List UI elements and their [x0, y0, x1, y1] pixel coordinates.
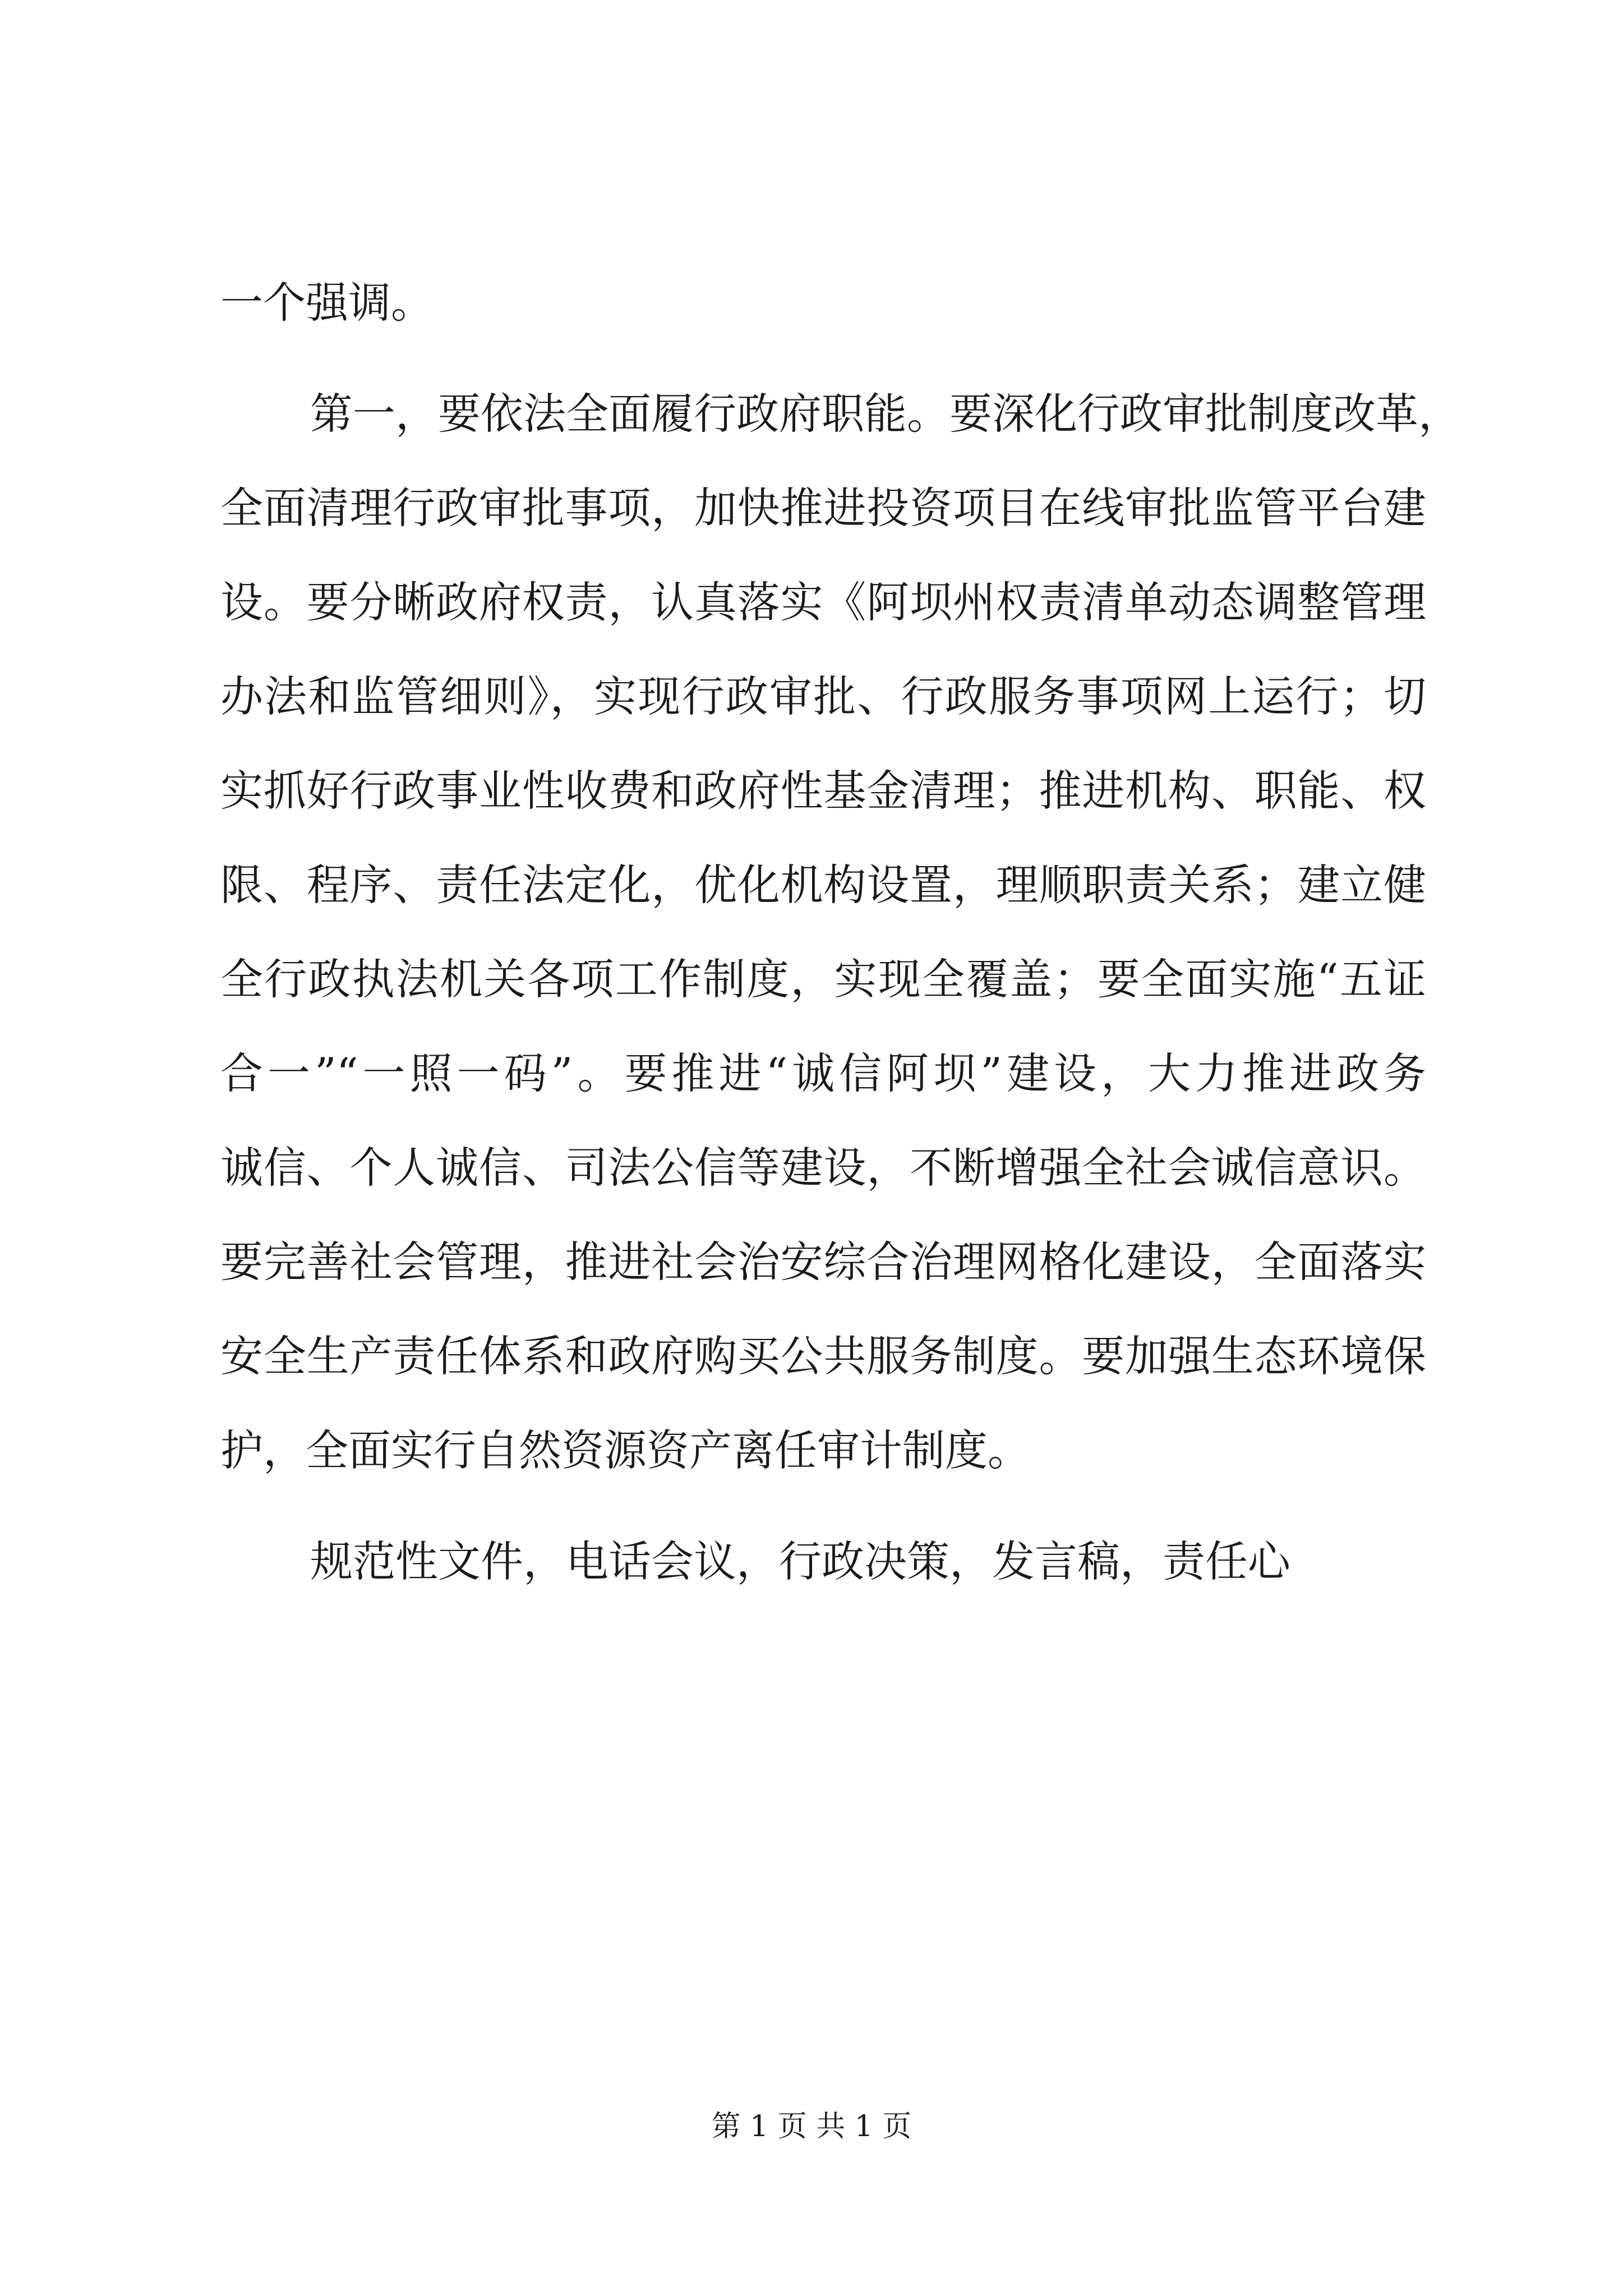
text-line: 实抓好行政事业性收费和政府性基金清理；推进机构、职能、权: [220, 766, 1426, 816]
text-line: 安全生产责任体系和政府购买公共服务制度。要加强生态环境保: [220, 1331, 1426, 1381]
text-line: 全面清理行政审批事项，加快推进投资项目在线审批监管平台建: [220, 483, 1426, 533]
text-line: 合一”“一照一码”。要推进“诚信阿坝”建设，大力推进政务: [220, 1048, 1426, 1098]
text-line: 办法和监管细则》，实现行政审批、行政服务事项网上运行；切: [220, 671, 1426, 721]
text-line: 第一，要依法全面履行政府职能。要深化行政审批制度改革，: [310, 389, 1461, 439]
document-body: [220, 256, 1461, 1609]
paragraph-government-functions: [220, 367, 1461, 1498]
keywords-line: 规范性文件，电话会议，行政决策，发言稿，责任心: [310, 1536, 1290, 1586]
text-line: 一个强调。: [220, 278, 434, 328]
text-line: 要完善社会管理，推进社会治安综合治理网格化建设，全面落实: [220, 1237, 1426, 1287]
paragraph-keywords: [220, 1515, 1426, 1609]
text-line: 全行政执法机关各项工作制度，实现全覆盖；要全面实施“五证: [220, 954, 1426, 1004]
paragraph-continuation: [220, 256, 1426, 350]
page-number-footer: 第 1 页 共 1 页: [711, 2110, 912, 2143]
text-line: 设。要分晰政府权责，认真落实《阿坝州权责清单动态调整管理: [220, 577, 1426, 627]
text-line: 限、程序、责任法定化，优化机构设置，理顺职责关系；建立健: [220, 860, 1426, 910]
text-line: 诚信、个人诚信、司法公信等建设，不断增强全社会诚信意识。: [220, 1143, 1426, 1193]
text-line: 护，全面实行自然资源资产离任审计制度。: [220, 1425, 1030, 1475]
